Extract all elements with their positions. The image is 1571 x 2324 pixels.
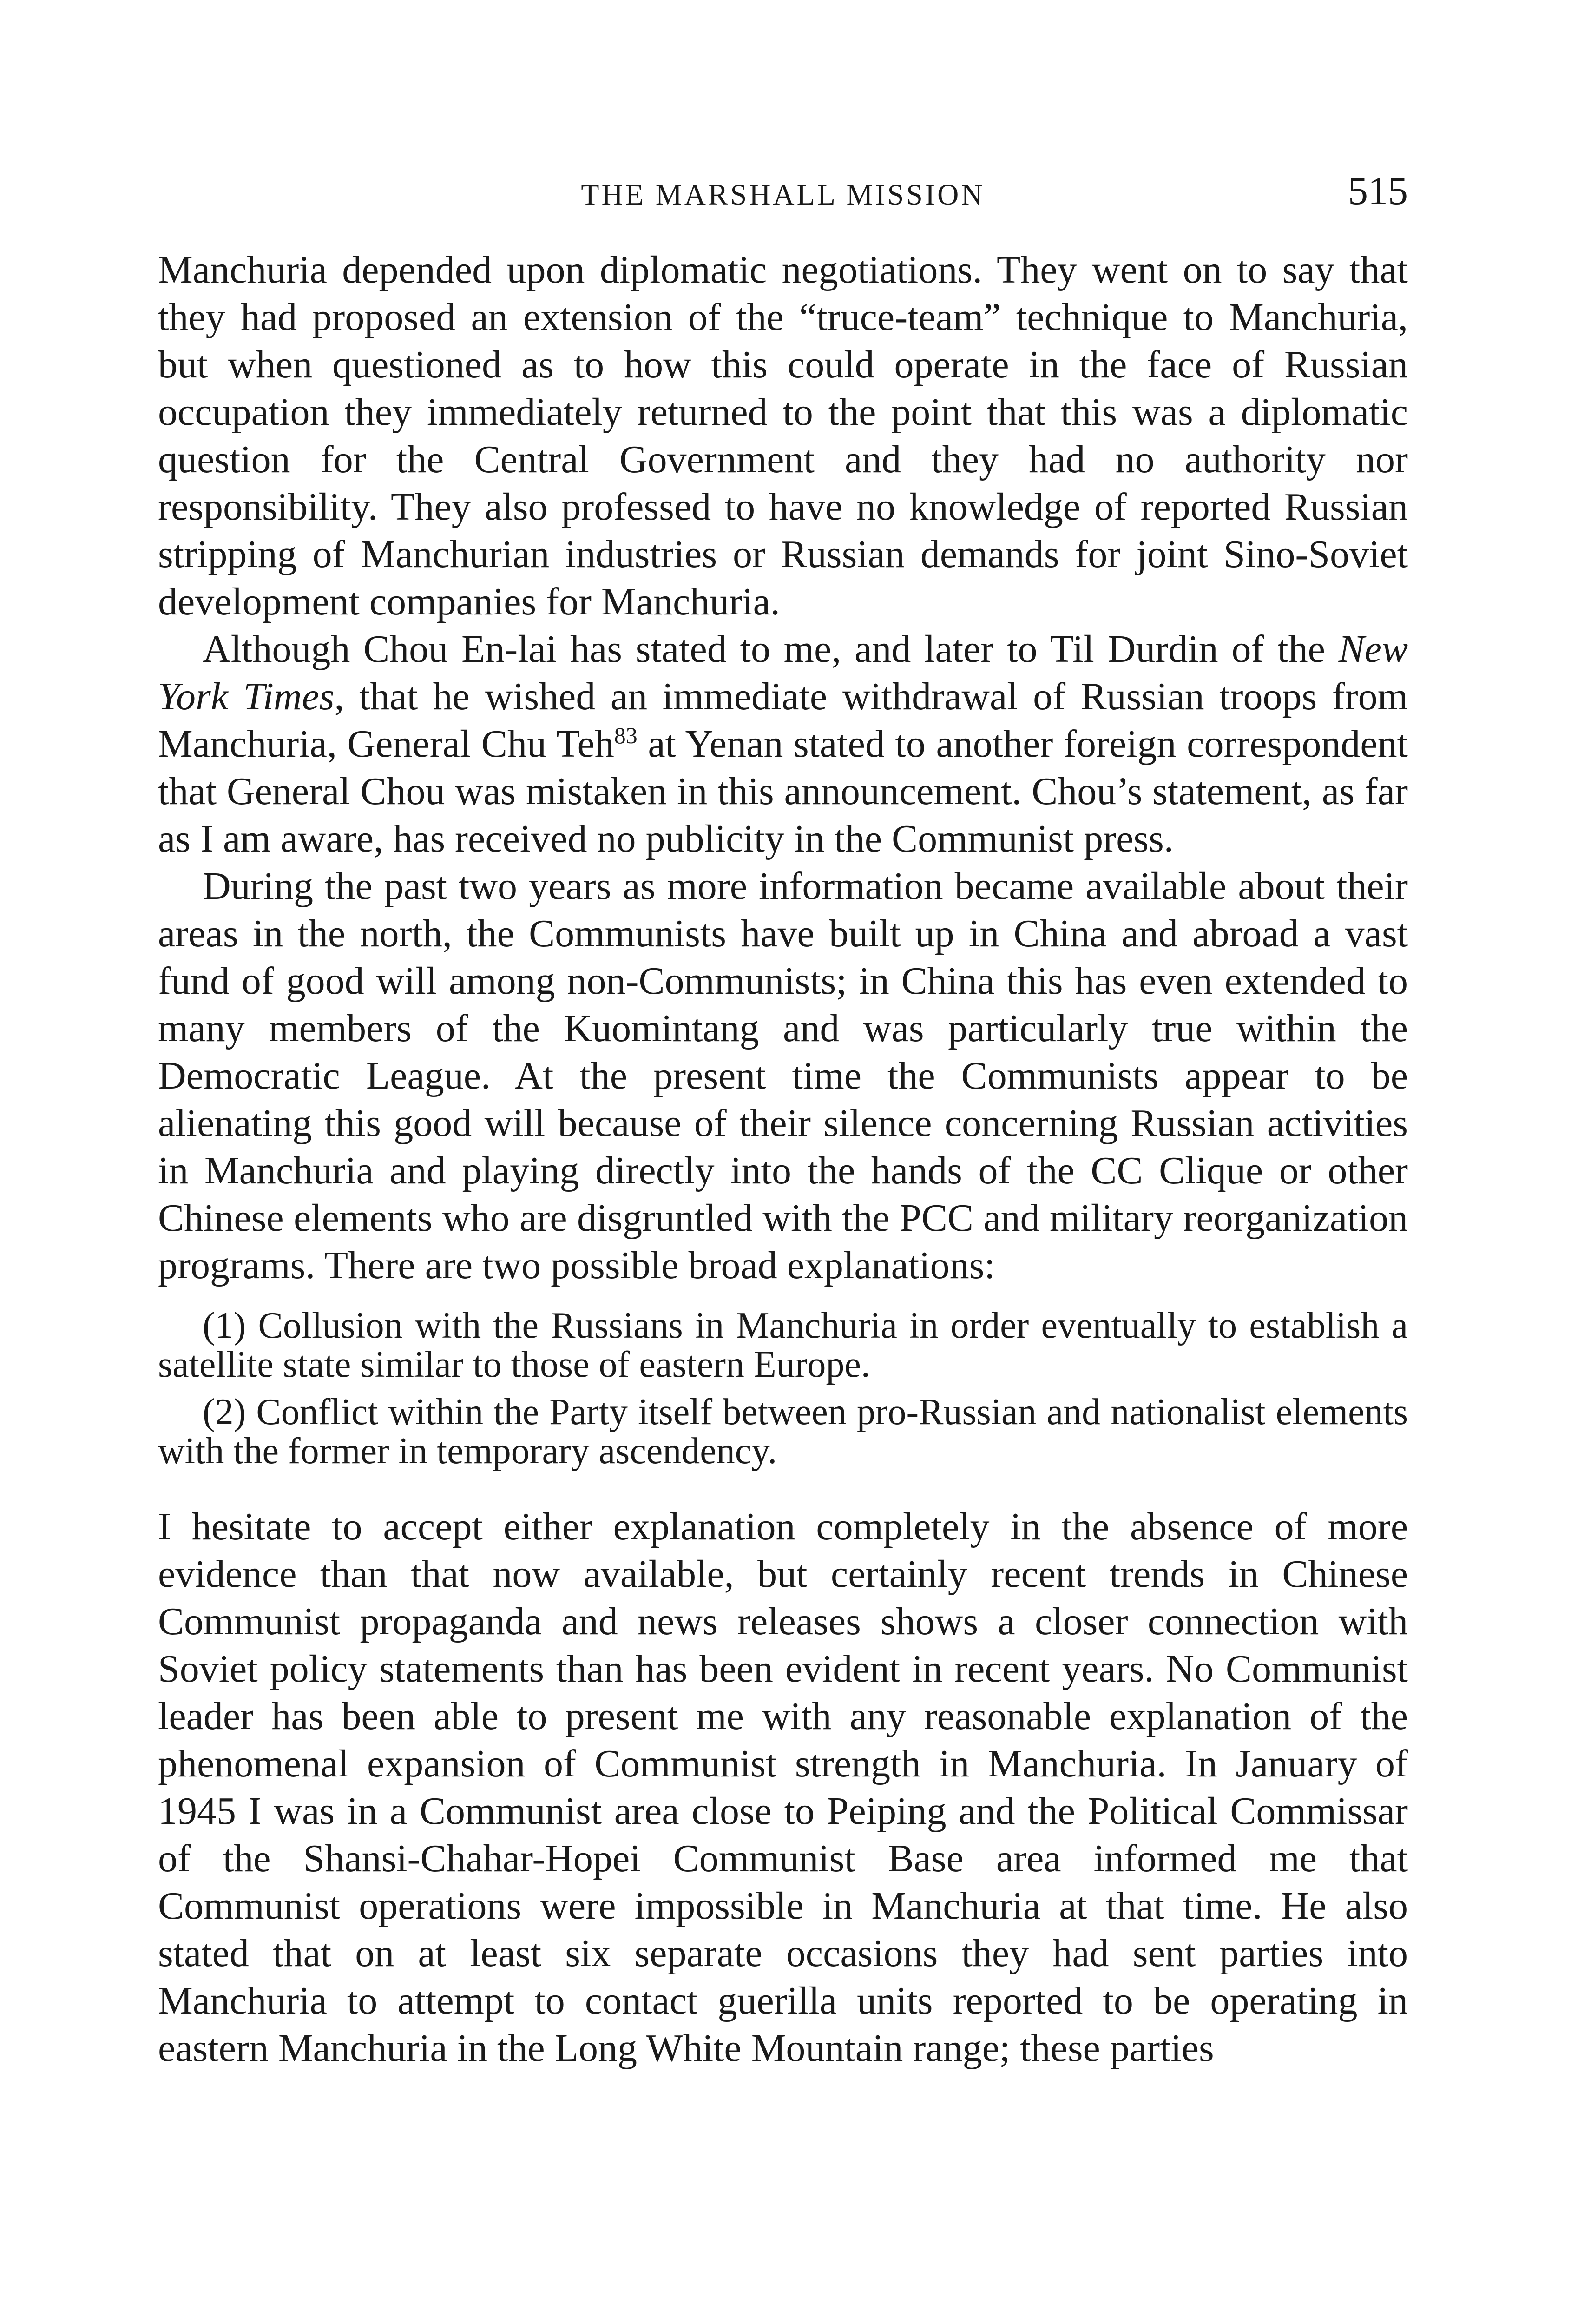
paragraph-4: I hesitate to accept either explanation completely in the absence of more evidence than that now available, but certainly recent trends in Chinese Communist propaganda and news releases shows a closer connection with Soviet policy statements than has been evident in recent years. No Communist leader has been able to present me with any reasonable explanation of the phenomenal expansion of Communist strength in Manchuria. In January of 1945 I was in a Communist area close to Peiping and the Political Commissar of the Shansi-Chahar-Hopei Communist Base area informed me that Communist operations were impossible in Manchuria at that time. He also stated that on at least six separate occasions they had sent parties into Manchuria to attempt to contact guerilla units reported to be operating in eastern Manchuria in the Long White Mountain range; these parties <box>158 1505 1408 2070</box>
list-item: (1) Collusion with the Russians in Manchuria in order eventually to establish a satellite state similar to those of eastern Europe. <box>158 1305 1408 1385</box>
footnote-reference: 83 <box>614 722 638 748</box>
paragraph-2-start: Although Chou En-lai has stated to me, and later to Til Durdin of the <box>203 627 1339 671</box>
explanations-list <box>158 1306 1408 1471</box>
newspaper-title: New York Times <box>158 627 1408 718</box>
body-text <box>158 246 1408 2072</box>
paragraph-1: Manchuria depended upon diplomatic negotiations. They went on to say that they had proposed an extension of the “truce-team” technique to Manchuria, but when questioned as to how this could operate in the face of Russian occupation they immediately returned to the point that this was a diplomatic question for the Central Government and they had no authority nor responsibility. They also professed to have no knowledge of reported Russian stripping of Manchurian industries or Russian demands for joint Sino-Soviet development companies for Manchuria. <box>158 248 1408 623</box>
page-number: 515 <box>1348 168 1408 213</box>
paragraph-2-middle: , that he wished an immediate withdrawal of Russian troops from Manchuria, General Chu Teh <box>158 675 1408 766</box>
page-header <box>158 167 1408 223</box>
running-title: THE MARSHALL MISSION <box>581 178 985 211</box>
list-item: (2) Conflict within the Party itself between pro-Russian and nationalist elements with the former in temporary ascendency. <box>158 1392 1408 1472</box>
paragraph-2 <box>158 626 1408 863</box>
paragraph-2-end: at Yenan stated to another foreign correspondent that General Chou was mistaken in this announcement. Chou’s statement, as far as I am aware, has received no publicity in the Communist press. <box>158 722 1408 860</box>
paragraph-3: During the past two years as more information became available about their areas in the north, the Communists have built up in China and abroad a vast fund of good will among non-Communists; in China this has even extended to many members of the Kuomintang and was particularly true within the Democratic League. At the present time the Communists appear to be alienating this good will because of their silence concerning Russian activities in Manchuria and playing directly into the hands of the CC Clique or other Chinese elements who are disgruntled with the PCC and military reorganization programs. There are two possible broad explanations: <box>158 865 1408 1287</box>
